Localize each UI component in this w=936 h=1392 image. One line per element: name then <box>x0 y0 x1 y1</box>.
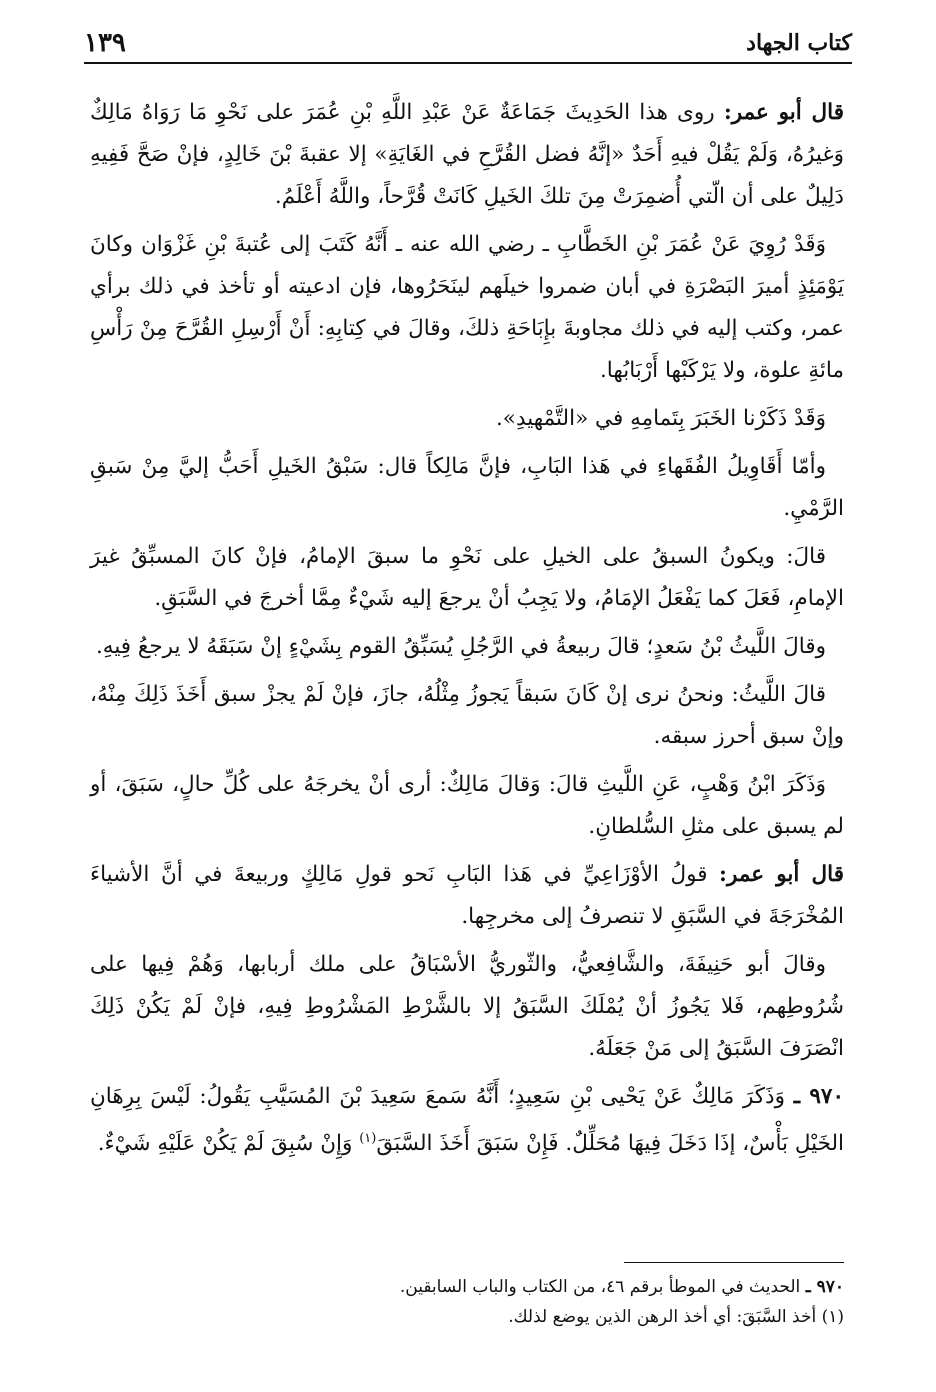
paragraph <box>90 536 844 620</box>
footnote <box>90 1272 844 1302</box>
paragraph-text: روى هذا الحَدِيثَ جَمَاعَةٌ عَنْ عَبْدِ اللَّهِ بْنِ عُمَرَ على نَحْوِ مَا رَوَاهُ مَالِكٌ وَغيرُهُ، وَلَمْ يَقُلْ فيهِ أَحَدٌ «إنَّهُ فضل القُرَّحِ في الغَايَةِ» إلا عقبةَ بْنَ خَالِدٍ، فإنْ صَحَّ فَفِيهِ دَلِيلٌ على أن الّتي أُضمِرَتْ مِنَ تلكَ الخَيلِ كَانَتْ قُرَّحاً، واللَّهُ أَعْلَمُ. <box>90 100 844 209</box>
paragraph <box>90 398 844 440</box>
paragraph-text: وأمّا أَقَاوِيلُ الفُقَهاءِ في هَذا البَابِ، فإنَّ مَالِكاً قال: سَبْقُ الخَيلِ أَحَبُّ إليَّ مِنْ سَبقِ الرَّمْيِ. <box>90 454 844 521</box>
footnote-text: الحديث في الموطأ برقم ٤٦، من الكتاب والباب السابقين. <box>399 1277 806 1297</box>
paragraph-text: وَقَدْ ذَكَرْنا الخَبَرَ بِتَمامِهِ في «التَّمْهيدِ». <box>495 406 826 431</box>
footnotes <box>90 1272 844 1332</box>
hadith-paragraph <box>90 1076 844 1165</box>
footnote <box>90 1302 844 1332</box>
paragraph <box>90 626 844 668</box>
paragraph <box>90 674 844 758</box>
paragraph-text: وقالَ أبو حَنِيفَةَ، والشَّافِعيُّ، والثّوريُّ الأسْبَاقُ على ملك أربابها، وَهُمْ فِيها على شُرُوطِهم، فَلا يَجُوزُ أنْ يُمْلَكَ السَّبَقُ إلا بالشَّرْطِ المَشْرُوطِ فِيهِ، فإنْ لَمْ يَكُنْ ذَلِكَ انْصَرَفَ السَّبَقُ إلى مَنْ جَعَلَهُ. <box>90 952 844 1061</box>
paragraph <box>90 446 844 530</box>
page-number: ١٣٩ <box>84 28 136 58</box>
paragraph <box>90 764 844 848</box>
footnote-text: أخذ السَّبَقَ: أي أخذ الرهن الذين يوضع لذلك. <box>508 1307 822 1327</box>
paragraph <box>90 92 844 218</box>
chapter-title: كتاب الجهاد <box>736 30 852 56</box>
footnote-divider <box>624 1262 844 1263</box>
footnote-label: (١) <box>821 1307 844 1327</box>
hadith-text: وَذَكَرَ مَالِكٌ عَنْ يَحْيى بْنِ سَعِيدٍ؛ أَنَّهُ سَمعَ سَعِيدَ بْنَ المُسَيَّبِ يَقُولُ: لَيْسَ بِرِهَانِ الخَيْلِ بَأْسٌ، إذَا دَخَلَ فِيهَا مُحَلِّلٌ. فَإِنْ سَبَقَ أَخَذَ السَّبَقَ <box>90 1084 844 1157</box>
footnote-label: ٩٧٠ ـ <box>805 1277 844 1297</box>
paragraph <box>90 944 844 1070</box>
footnote-reference[interactable]: (١) <box>359 1131 377 1146</box>
paragraph-lead: قال أبو عمر: <box>723 100 844 125</box>
paragraph <box>90 224 844 392</box>
paragraph-text: وقالَ اللَّيثُ بْنُ سَعدٍ؛ قالَ ربيعةُ في الرَّجُلِ يُسَبِّقُ القوم بِشَيْءٍ إنْ سَبَقَهُ لا يرجعُ فِيهِ. <box>95 634 826 659</box>
hadith-text: وَإِنْ سُبِقَ لَمْ يَكُنْ عَلَيْهِ شَيْءٌ. <box>97 1131 360 1157</box>
paragraph-text: قالَ اللَّيثُ: ونحنُ نرى إنْ كَانَ سَبقاً يَجوزُ مِثْلُهُ، جازَ، فإنْ لَمْ يجزْ سبق أَخَذَ ذَلِكَ مِنْهُ، وإنْ سبق أحرز سبقه. <box>90 682 844 749</box>
running-header <box>84 30 852 64</box>
paragraph-lead: قال أبو عمر: <box>719 862 845 887</box>
paragraph-text: وَقَدْ رُوِيَ عَنْ عُمَرَ بْنِ الخَطَّابِ ـ رضي الله عنه ـ أَنَّهُ كَتَبَ إلى عُتبةَ بْنِ غَزْوَان وكانَ يَوْمَئِذٍ أميرَ البَصْرَةِ في أبان ضمروا خيلَهم لينَحَرُوها، فإن ادعيته أو تأخذ في ذلك برأي عمر، وكتب إليه في ذلك مجاوبةَ بإِبَاحَةِ ذلكَ، وقالَ في كِتابِهِ: أَنْ أَرْسِلِ القُرَّحَ مِنْ رَأْسِ مائةِ علوة، ولا يَرْكَبْها أَرْبَابُها. <box>90 232 844 383</box>
hadith-number: ٩٧٠ ـ <box>793 1084 844 1109</box>
paragraph-text: قولُ الأوْزَاعِيِّ في هَذا البَابِ نَحو قولِ مَالِكٍ وربيعةَ في أنَّ الأشياءَ المُخْرَجَةَ في السَّبَقِ لا تنصرفُ إلى مخرجِها. <box>90 862 844 929</box>
paragraph-text: قالَ: ويكونُ السبقُ على الخيلِ على نَحْوِ ما سبقَ الإمامُ، فإنْ كانَ المسبِّقُ غيرَ الإمامِ، فَعَلَ كما يَفْعَلُ الإمَامُ، ولا يَجِبُ أنْ يرجعَ إليه شَيْءٌ مِمَّا أخرجَ في السَّبَقِ. <box>90 544 844 611</box>
paragraph-text: وَذَكَرَ ابْنُ وَهْبٍ، عَنِ اللَّيثِ قالَ: وَقالَ مَالِكٌ: أرى أنْ يخرجَهُ على كُلِّ حالٍ، سَبَقَ، أو لم يسبق على مثلِ السُّلطانِ. <box>90 772 844 839</box>
paragraph <box>90 854 844 938</box>
main-text <box>90 92 844 1171</box>
